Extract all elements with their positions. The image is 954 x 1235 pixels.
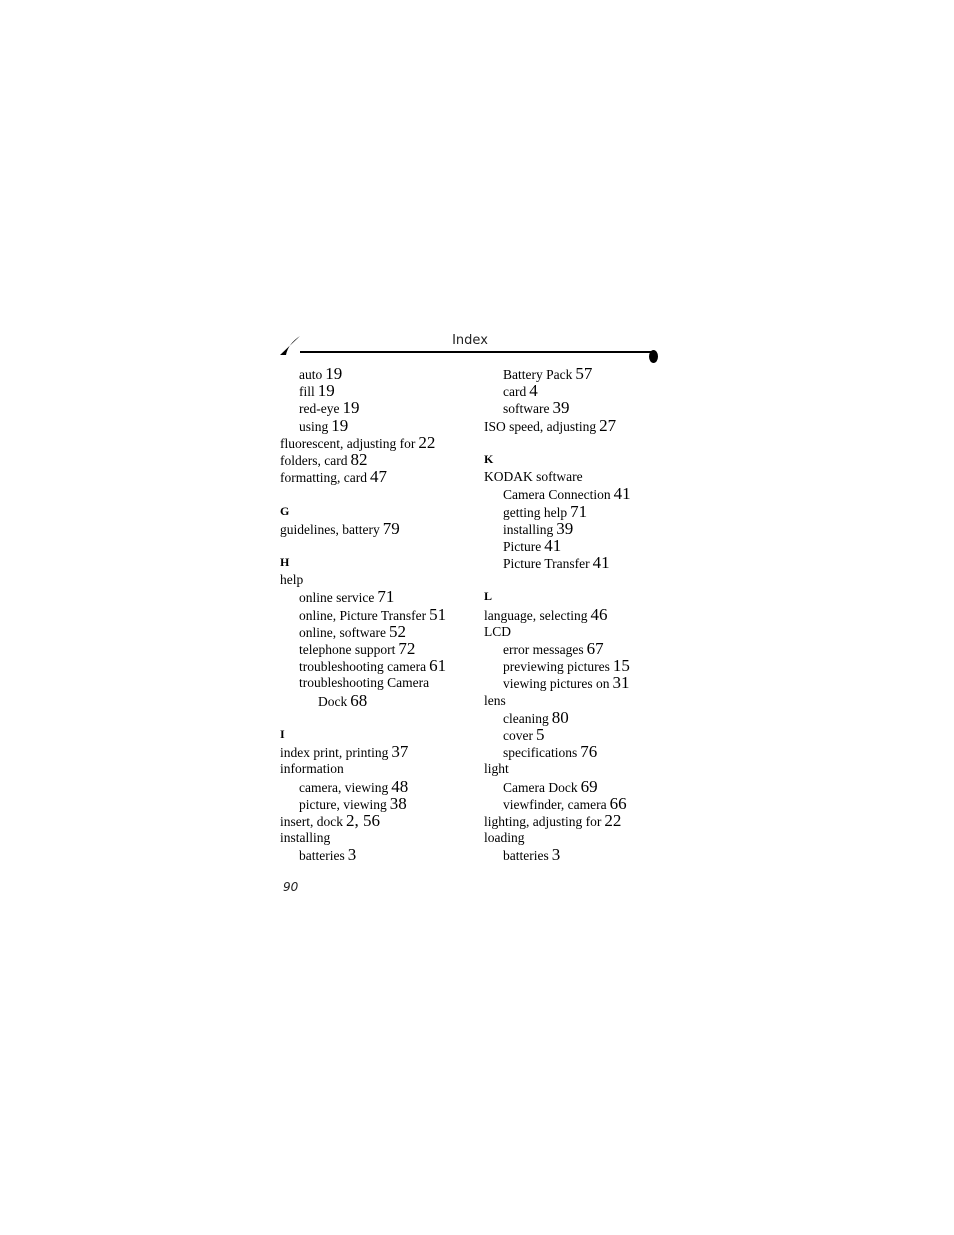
- index-term: Picture Transfer: [503, 556, 590, 572]
- index-term: error messages: [503, 642, 584, 657]
- section-gap: [484, 571, 684, 588]
- index-term: LCD: [484, 623, 511, 639]
- index-term: specifications: [503, 745, 578, 761]
- page-number: 90: [283, 880, 299, 894]
- index-entry: [484, 623, 684, 640]
- index-entry: [280, 382, 480, 399]
- index-term: batteries: [299, 848, 345, 864]
- index-entry: [280, 434, 480, 451]
- index-page-ref: 19: [331, 415, 349, 435]
- index-term: installing: [503, 521, 554, 537]
- index-page-ref: 41: [544, 535, 562, 555]
- index-entry: [484, 554, 684, 571]
- index-entry: [484, 778, 684, 795]
- section-letter: K: [484, 451, 494, 466]
- index-term: fill: [299, 384, 315, 400]
- index-term: lens: [484, 692, 506, 708]
- index-page-ref: 79: [382, 518, 400, 538]
- index-page-ref: 48: [391, 776, 409, 796]
- index-page-ref: 27: [599, 415, 617, 435]
- index-page-ref: 19: [325, 364, 343, 383]
- swoosh-icon: [280, 334, 302, 356]
- index-page-ref: 66: [609, 793, 627, 813]
- index-page-ref: 5: [535, 724, 545, 744]
- index-entry: [484, 657, 684, 674]
- index-entry: [484, 743, 684, 760]
- header-rule: [300, 351, 652, 353]
- index-term: Camera Connection: [503, 487, 611, 503]
- index-page-ref: 39: [552, 398, 570, 418]
- index-entry: [484, 726, 684, 743]
- index-entry: [280, 674, 480, 691]
- index-page-ref: 22: [604, 810, 622, 830]
- index-term: Dock: [318, 693, 348, 709]
- index-entry: [280, 692, 480, 709]
- index-term: picture, viewing: [299, 796, 387, 812]
- index-term: light: [484, 761, 509, 777]
- index-entry: [280, 451, 480, 468]
- index-page-ref: 41: [613, 484, 631, 504]
- index-term: batteries: [503, 848, 549, 864]
- index-page-ref: 2, 56: [346, 810, 380, 830]
- header-dot-icon: [649, 350, 658, 363]
- index-page-ref: 80: [551, 707, 569, 727]
- index-entry: [484, 760, 684, 777]
- section-letter: H: [280, 555, 290, 570]
- index-term: cleaning: [503, 710, 549, 726]
- index-page-ref: 46: [590, 604, 608, 624]
- index-term: online, software: [299, 624, 386, 640]
- index-term: previewing pictures: [503, 659, 610, 675]
- index-column-left: [280, 365, 480, 863]
- index-term: camera, viewing: [299, 779, 389, 795]
- index-term: loading: [484, 830, 525, 846]
- index-entry: [484, 520, 684, 537]
- index-entry: [484, 485, 684, 502]
- index-page-ref: 71: [570, 501, 588, 521]
- index-page-ref: 37: [391, 742, 409, 762]
- index-page-ref: 22: [418, 432, 436, 452]
- index-entry: [484, 606, 684, 623]
- index-page-ref: 67: [586, 639, 604, 658]
- page-title: Index: [452, 333, 488, 348]
- index-entry: [484, 709, 684, 726]
- index-page-ref: 4: [529, 381, 538, 401]
- index-page-ref: 69: [580, 776, 598, 796]
- index-entry: [280, 778, 480, 795]
- index-entry: [484, 468, 684, 485]
- index-page-ref: 68: [350, 690, 368, 710]
- index-entry: [484, 365, 684, 382]
- section-gap: [280, 485, 480, 502]
- index-page-ref: 19: [317, 381, 335, 401]
- section-gap: [280, 709, 480, 726]
- section-letter: G: [280, 503, 290, 518]
- index-page-ref: 19: [342, 398, 360, 418]
- index-entry: [484, 399, 684, 416]
- index-page-ref: 71: [377, 587, 395, 607]
- index-term: folders, card: [280, 452, 348, 468]
- index-term: card: [503, 384, 527, 400]
- index-entry: [484, 417, 684, 434]
- index-entry: [280, 520, 480, 537]
- index-page-ref: 72: [398, 639, 416, 658]
- index-page-ref: 82: [350, 449, 368, 469]
- index-term: fluorescent, adjusting for: [280, 435, 416, 451]
- index-term: red-eye: [299, 401, 340, 417]
- index-term: online, Picture Transfer: [299, 607, 427, 623]
- index-term: using: [299, 418, 329, 434]
- index-entry: [484, 795, 684, 812]
- index-entry: [280, 812, 480, 829]
- section-gap: [280, 537, 480, 554]
- index-page-ref: 41: [592, 553, 610, 573]
- index-term: ISO speed, adjusting: [484, 418, 597, 434]
- index-term: auto: [299, 367, 323, 382]
- index-page-ref: 57: [575, 364, 593, 383]
- index-term: index print, printing: [280, 745, 389, 761]
- index-page-ref: 61: [429, 656, 447, 676]
- index-term: KODAK software: [484, 469, 583, 485]
- index-term: getting help: [503, 504, 568, 520]
- index-entry: [280, 623, 480, 640]
- index-term: language, selecting: [484, 607, 588, 623]
- index-page-ref: 31: [612, 673, 630, 693]
- index-entry: [280, 657, 480, 674]
- index-term: insert, dock: [280, 813, 343, 829]
- index-entry: [280, 417, 480, 434]
- index-term: cover: [503, 727, 533, 743]
- index-term: installing: [280, 830, 331, 846]
- index-term: telephone support: [299, 642, 396, 657]
- index-term: guidelines, battery: [280, 521, 380, 537]
- index-term: viewing pictures on: [503, 676, 610, 692]
- index-entry: [280, 588, 480, 605]
- index-term: help: [280, 572, 304, 588]
- index-entry: [280, 640, 480, 657]
- index-entry: [280, 571, 480, 588]
- index-page-ref: 47: [369, 467, 387, 487]
- section-letter: L: [484, 589, 493, 604]
- index-entry: [484, 674, 684, 691]
- index-page-ref: 15: [612, 656, 630, 676]
- index-entry: [484, 692, 684, 709]
- section-gap: [484, 434, 684, 451]
- index-term: viewfinder, camera: [503, 796, 607, 812]
- index-entry: [280, 399, 480, 416]
- index-entry: [280, 760, 480, 777]
- index-page-ref: 51: [429, 604, 447, 624]
- section-letter: I: [280, 726, 285, 741]
- index-term: troubleshooting Camera: [299, 675, 430, 691]
- index-page-ref: 38: [389, 793, 407, 813]
- index-term: lighting, adjusting for: [484, 813, 602, 829]
- index-term: Camera Dock: [503, 779, 578, 795]
- index-entry: [280, 606, 480, 623]
- index-entry: [280, 468, 480, 485]
- index-column-right: [484, 365, 684, 863]
- index-term: troubleshooting camera: [299, 659, 427, 675]
- index-term: information: [280, 761, 344, 777]
- index-term: software: [503, 401, 550, 417]
- index-page-ref: 52: [388, 621, 406, 641]
- index-page-ref: 3: [551, 845, 561, 865]
- index-entry: [484, 382, 684, 399]
- index-page-ref: 76: [580, 742, 598, 762]
- index-term: Battery Pack: [503, 367, 573, 382]
- index-entry: [484, 812, 684, 829]
- index-entry: [280, 743, 480, 760]
- index-term: Picture: [503, 538, 542, 554]
- index-entry: [484, 503, 684, 520]
- index-entry: [484, 846, 684, 863]
- index-term: formatting, card: [280, 470, 367, 486]
- index-entry: [280, 846, 480, 863]
- index-entry: [484, 537, 684, 554]
- index-entry: [280, 795, 480, 812]
- index-entry: [280, 829, 480, 846]
- index-term: online service: [299, 590, 375, 606]
- index-page-ref: 3: [347, 845, 357, 865]
- index-page-ref: 39: [556, 518, 574, 538]
- index-entry: [484, 640, 684, 657]
- index-entry: [484, 829, 684, 846]
- index-entry: [280, 365, 480, 382]
